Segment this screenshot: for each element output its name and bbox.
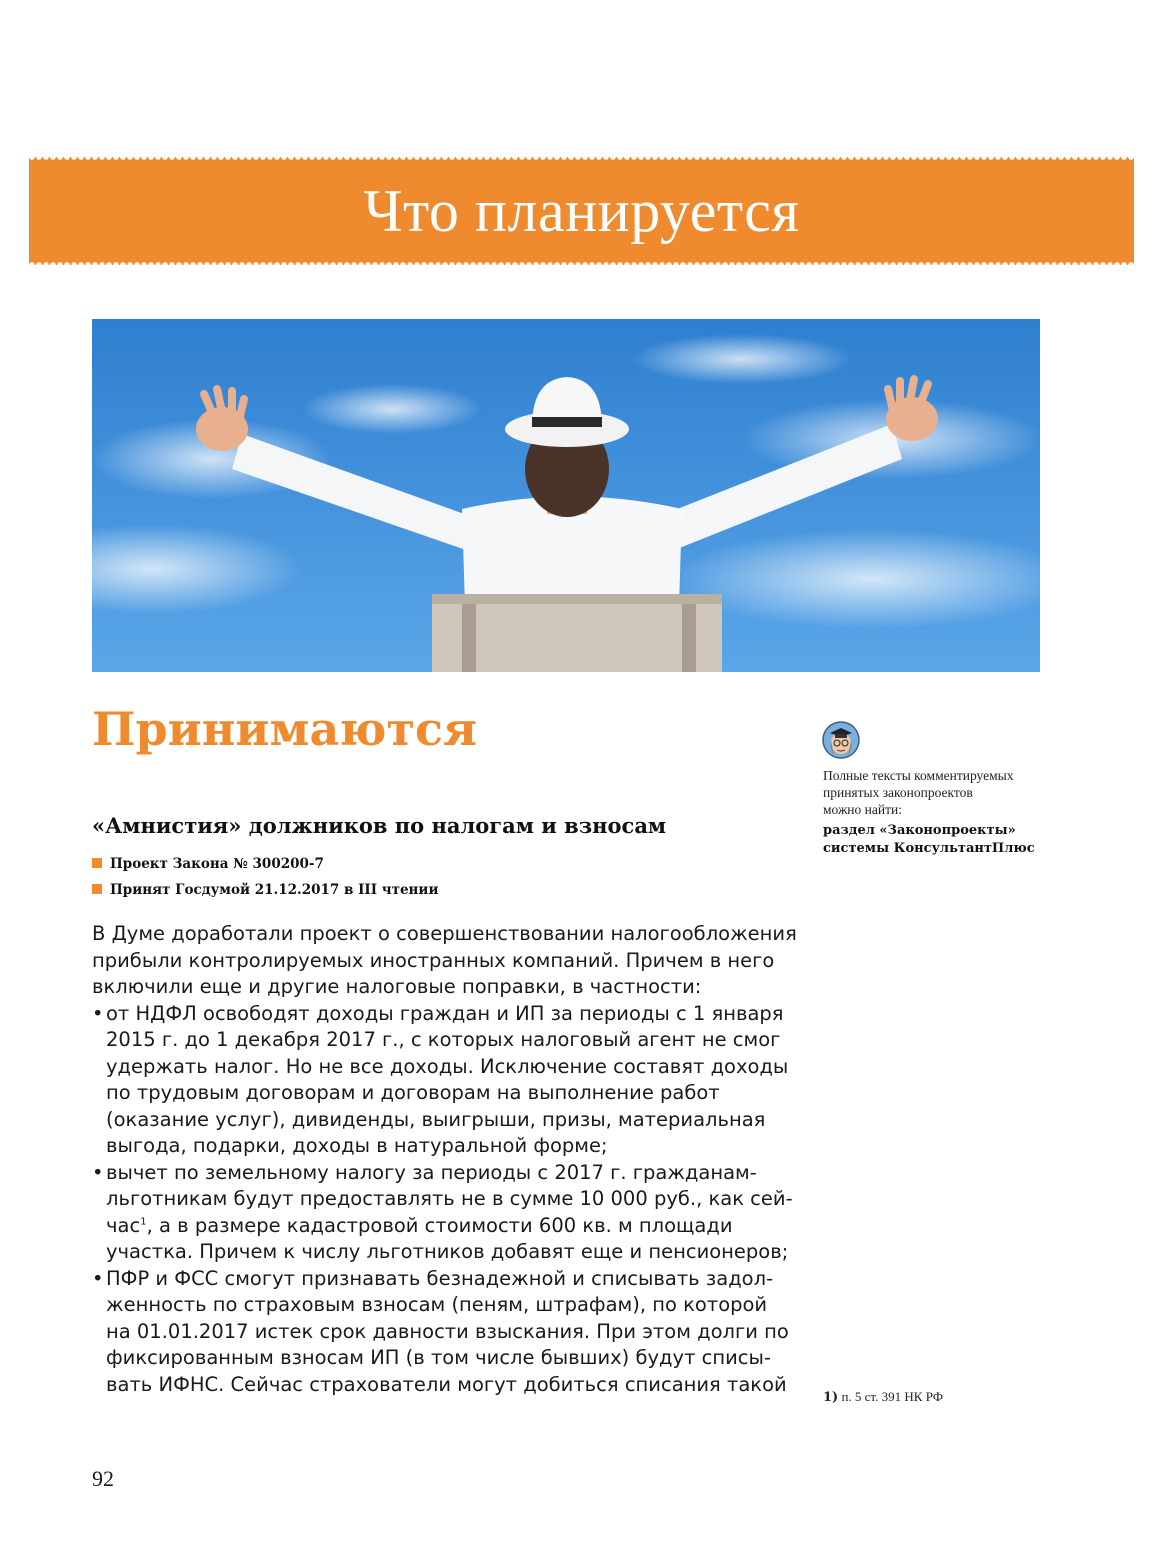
- orange-square-icon: [92, 884, 102, 894]
- footnote-number: 1): [823, 1390, 839, 1405]
- header-photo: [92, 319, 1040, 672]
- professor-avatar-icon: [822, 721, 860, 759]
- body-line: В Думе доработали проект о совершенствовании налогообложения: [92, 922, 797, 945]
- footnote-text: п. 5 ст. 391 НК РФ: [838, 1389, 943, 1404]
- article-title: «Амнистия» должников по налогам и взносам: [92, 813, 667, 838]
- bullet-item: [92, 1266, 782, 1293]
- section-banner: [29, 157, 1134, 265]
- footnote: [823, 1389, 943, 1405]
- footnote-ref: 1: [140, 1216, 147, 1227]
- aside-line: принятых законопроектов: [823, 785, 973, 800]
- bullet-item: [92, 1160, 782, 1187]
- meta-bill-number: [92, 856, 324, 872]
- body-line: (оказание услуг), дивиденды, выигрыши, призы, материальная: [106, 1107, 766, 1131]
- aside-source: [823, 822, 1083, 858]
- body-line: льготникам будут предоставлять не в сумме 10 000 руб., как сей-: [106, 1187, 793, 1210]
- page-number: 92: [92, 1466, 114, 1491]
- body-line: выгода, подарки, доходы в натуральной форме;: [106, 1134, 608, 1157]
- aside-line: Полные тексты комментируемых: [823, 768, 1014, 783]
- man-on-chair-illustration: [92, 319, 1040, 672]
- aside-line: можно найти:: [823, 802, 902, 817]
- body-line: участка. Причем к числу льготников добавят еще и пенсионеров;: [106, 1240, 789, 1263]
- body-line: от НДФЛ освободят доходы граждан и ИП за периоды с 1 января: [106, 1001, 784, 1025]
- body-text: час: [106, 1213, 141, 1237]
- body-line: ПФР и ФСС смогут признавать безнадежной и списывать задол-: [106, 1266, 774, 1290]
- meta-text: Принят Госдумой 21.12.2017 в III чтении: [110, 882, 439, 898]
- meta-text: Проект Закона № 300200-7: [110, 856, 324, 872]
- aside-line: раздел «Законопроекты»: [823, 823, 1016, 838]
- body-line: фиксированным взносам ИП (в том числе бывших) будут списы-: [106, 1346, 771, 1369]
- orange-square-icon: [92, 858, 102, 868]
- body-line: вычет по земельному налогу за периоды с 2017 г. гражданам-: [106, 1160, 757, 1184]
- banner-title: Что планируется: [363, 178, 800, 244]
- bullet-icon: •: [92, 1160, 104, 1184]
- body-line: женность по страховым взносам (пеням, штрафам), по которой: [106, 1293, 768, 1316]
- aside-note: [823, 767, 1083, 818]
- body-line: на 01.01.2017 истек срок давности взыскания. При этом долги по: [106, 1319, 789, 1343]
- body-line: 2015 г. до 1 декабря 2017 г., с которых налоговый агент не смог: [106, 1028, 781, 1051]
- body-line: по трудовым договорам и договорам на выполнение работ: [106, 1081, 720, 1104]
- article-body: [92, 921, 797, 1398]
- bullet-icon: •: [92, 1001, 104, 1025]
- body-line: удержать налог. Но не все доходы. Исключение составят доходы: [106, 1054, 789, 1078]
- bullet-item: [92, 1001, 782, 1028]
- body-line: [92, 1213, 782, 1240]
- section-title: Принимаются: [92, 702, 477, 756]
- meta-adoption: [92, 882, 438, 898]
- body-text: , а в размере кадастровой стоимости 600 кв. м площади: [146, 1213, 733, 1237]
- body-line: вать ИФНС. Сейчас страхователи могут добиться списания такой: [106, 1372, 787, 1396]
- bullet-icon: •: [92, 1266, 104, 1290]
- aside-line: системы КонсультантПлюс: [823, 841, 1035, 856]
- body-line: включили еще и другие налоговые поправки, в частности:: [92, 975, 702, 998]
- body-line: прибыли контролируемых иностранных компаний. Причем в него: [92, 948, 775, 972]
